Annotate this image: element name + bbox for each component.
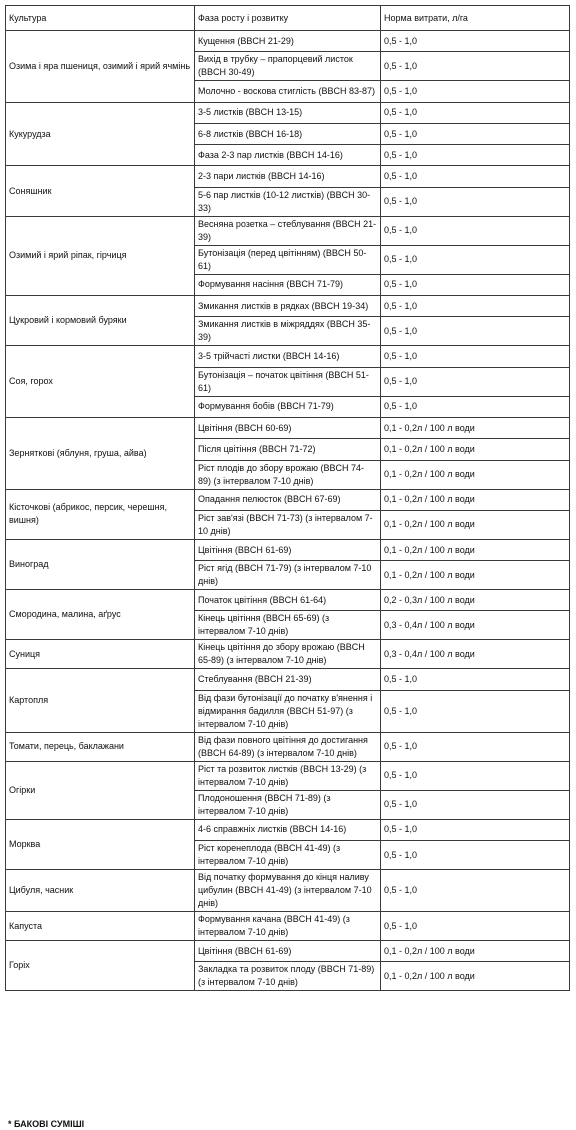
phase-cell: Кінець цвітіння до збору врожаю (BBCH 65-89) (з інтервалом 7-10 днів)	[195, 640, 381, 669]
table-row	[6, 669, 570, 690]
rate-cell: 0,5 - 1,0	[381, 245, 570, 274]
rate-cell: 0,1 - 0,2л / 100 л води	[381, 439, 570, 460]
phase-cell: Змикання листків в рядках (BBCH 19-34)	[195, 296, 381, 317]
rate-cell: 0,1 - 0,2л / 100 л води	[381, 510, 570, 539]
phase-cell: Стеблування (BBCH 21-39)	[195, 669, 381, 690]
crop-cell: Суниця	[6, 640, 195, 669]
table-row	[6, 640, 570, 669]
crop-cell: Соя, горох	[6, 346, 195, 418]
application-rates-table	[5, 5, 570, 991]
rate-cell: 0,5 - 1,0	[381, 367, 570, 396]
crop-cell: Озимий і ярий ріпак, гірчиця	[6, 216, 195, 295]
rate-cell: 0,5 - 1,0	[381, 187, 570, 216]
crop-cell: Цибуля, часник	[6, 870, 195, 912]
phase-cell: Цвітіння (BBCH 61-69)	[195, 539, 381, 560]
table-row	[6, 539, 570, 560]
rate-cell: 0,5 - 1,0	[381, 123, 570, 144]
phase-cell: 3-5 листків (BBCH 13-15)	[195, 102, 381, 123]
rate-cell: 0,5 - 1,0	[381, 669, 570, 690]
rate-cell: 0,2 - 0,3л / 100 л води	[381, 590, 570, 611]
header-rate: Норма витрати, л/га	[381, 6, 570, 31]
table-row	[6, 761, 570, 790]
phase-cell: Бутонізація (перед цвітінням) (BBCH 50-61)	[195, 245, 381, 274]
phase-cell: Кінець цвітіння (BBCH 65-69) (з інтервалом 7-10 днів)	[195, 611, 381, 640]
rate-cell: 0,1 - 0,2л / 100 л води	[381, 561, 570, 590]
rate-cell: 0,5 - 1,0	[381, 102, 570, 123]
rate-cell: 0,1 - 0,2л / 100 л води	[381, 941, 570, 962]
phase-cell: 6-8 листків (BBCH 16-18)	[195, 123, 381, 144]
table-row	[6, 732, 570, 761]
phase-cell: Бутонізація – початок цвітіння (BBCH 51-61)	[195, 367, 381, 396]
phase-cell: Формування бобів (BBCH 71-79)	[195, 396, 381, 417]
phase-cell: Закладка та розвиток плоду (BBCH 71-89) (з інтервалом 7-10 днів)	[195, 962, 381, 991]
footer-note: * БАКОВІ СУМІШІ	[8, 1119, 85, 1129]
rate-cell: 0,5 - 1,0	[381, 790, 570, 819]
table-row	[6, 102, 570, 123]
phase-cell: Кущення (BBCH 21-29)	[195, 31, 381, 52]
header-crop: Культура	[6, 6, 195, 31]
table-row	[6, 166, 570, 187]
phase-cell: Цвітіння (BBCH 60-69)	[195, 417, 381, 438]
table-row	[6, 590, 570, 611]
phase-cell: Весняна розетка – стеблування (BBCH 21-39)	[195, 216, 381, 245]
table-row	[6, 870, 570, 912]
crop-cell: Капуста	[6, 912, 195, 941]
phase-cell: Змикання листків в міжряддях (BBCH 35-39)	[195, 317, 381, 346]
phase-cell: Вихід в трубку – прапорцевий листок (BBCH 30-49)	[195, 52, 381, 81]
table-row	[6, 912, 570, 941]
phase-cell: Ріст плодів до збору врожаю (BBCH 74-89) (з інтервалом 7-10 днів)	[195, 460, 381, 489]
crop-cell: Виноград	[6, 539, 195, 589]
phase-cell: Ріст коренеплода (BBCH 41-49) (з інтервалом 7-10 днів)	[195, 841, 381, 870]
phase-cell: Ріст ягід (BBCH 71-79) (з інтервалом 7-10 днів)	[195, 561, 381, 590]
rate-cell: 0,5 - 1,0	[381, 841, 570, 870]
rate-cell: 0,3 - 0,4л / 100 л води	[381, 640, 570, 669]
crop-cell: Томати, перець, баклажани	[6, 732, 195, 761]
rate-cell: 0,5 - 1,0	[381, 31, 570, 52]
phase-cell: Початок цвітіння (BBCH 61-64)	[195, 590, 381, 611]
phase-cell: Ріст зав'язі (BBCH 71-73) (з інтервалом 7-10 днів)	[195, 510, 381, 539]
rate-cell: 0,5 - 1,0	[381, 761, 570, 790]
rate-cell: 0,5 - 1,0	[381, 819, 570, 840]
rate-cell: 0,5 - 1,0	[381, 216, 570, 245]
phase-cell: 3-5 трійчасті листки (BBCH 14-16)	[195, 346, 381, 367]
phase-cell: Після цвітіння (BBCH 71-72)	[195, 439, 381, 460]
table-header-row	[6, 6, 570, 31]
crop-cell: Огірки	[6, 761, 195, 819]
phase-cell: 2-3 пари листків (BBCH 14-16)	[195, 166, 381, 187]
rate-cell: 0,5 - 1,0	[381, 396, 570, 417]
crop-cell: Горіх	[6, 941, 195, 991]
phase-cell: Молочно - воскова стиглість (BBCH 83-87)	[195, 81, 381, 102]
crop-cell: Цукровий і кормовий буряки	[6, 296, 195, 346]
rate-cell: 0,1 - 0,2л / 100 л води	[381, 489, 570, 510]
rate-cell: 0,5 - 1,0	[381, 912, 570, 941]
crop-cell: Озима і яра пшениця, озимий і ярий ячмінь	[6, 31, 195, 103]
table-row	[6, 941, 570, 962]
phase-cell: Ріст та розвиток листків (BBCH 13-29) (з інтервалом 7-10 днів)	[195, 761, 381, 790]
rate-cell: 0,5 - 1,0	[381, 690, 570, 732]
crop-cell: Зерняткові (яблуня, груша, айва)	[6, 417, 195, 489]
crop-cell: Картопля	[6, 669, 195, 732]
rate-cell: 0,1 - 0,2л / 100 л води	[381, 460, 570, 489]
header-phase: Фаза росту і розвитку	[195, 6, 381, 31]
phase-cell: Фаза 2-3 пар листків (BBCH 14-16)	[195, 145, 381, 166]
crop-cell: Кукурудза	[6, 102, 195, 166]
table-row	[6, 31, 570, 52]
table-row	[6, 296, 570, 317]
rate-cell: 0,5 - 1,0	[381, 52, 570, 81]
rate-cell: 0,5 - 1,0	[381, 81, 570, 102]
phase-cell: Формування качана (BBCH 41-49) (з інтервалом 7-10 днів)	[195, 912, 381, 941]
rate-cell: 0,5 - 1,0	[381, 732, 570, 761]
phase-cell: Від фази бутонізації до початку в'янення і відмирання бадилля (BBCH 51-97) (з інтервалом 7-10 днів)	[195, 690, 381, 732]
table-row	[6, 216, 570, 245]
rate-cell: 0,5 - 1,0	[381, 346, 570, 367]
crop-cell: Смородина, малина, аґрус	[6, 590, 195, 640]
phase-cell: Від фази повного цвітіння до достигання (BBCH 64-89) (з інтервалом 7-10 днів)	[195, 732, 381, 761]
rate-cell: 0,5 - 1,0	[381, 166, 570, 187]
rate-cell: 0,3 - 0,4л / 100 л води	[381, 611, 570, 640]
crop-cell: Кісточкові (абрикос, персик, черешня, вишня)	[6, 489, 195, 539]
rate-cell: 0,1 - 0,2л / 100 л води	[381, 417, 570, 438]
table-row	[6, 489, 570, 510]
phase-cell: Формування насіння (BBCH 71-79)	[195, 274, 381, 295]
rate-cell: 0,5 - 1,0	[381, 317, 570, 346]
phase-cell: 5-6 пар листків (10-12 листків) (BBCH 30-33)	[195, 187, 381, 216]
phase-cell: Цвітіння (BBCH 61-69)	[195, 941, 381, 962]
phase-cell: 4-6 справжніх листків (BBCH 14-16)	[195, 819, 381, 840]
phase-cell: Від початку формування до кінця наливу цибулин (BBCH 41-49) (з інтервалом 7-10 днів)	[195, 870, 381, 912]
rate-cell: 0,1 - 0,2л / 100 л води	[381, 962, 570, 991]
crop-cell: Морква	[6, 819, 195, 869]
table-row	[6, 346, 570, 367]
table-row	[6, 417, 570, 438]
rate-cell: 0,5 - 1,0	[381, 274, 570, 295]
rate-cell: 0,1 - 0,2л / 100 л води	[381, 539, 570, 560]
table-row	[6, 819, 570, 840]
phase-cell: Плодоношення (BBCH 71-89) (з інтервалом 7-10 днів)	[195, 790, 381, 819]
phase-cell: Опадання пелюсток (BBCH 67-69)	[195, 489, 381, 510]
table-body	[6, 31, 570, 991]
rate-cell: 0,5 - 1,0	[381, 870, 570, 912]
crop-cell: Соняшник	[6, 166, 195, 216]
rate-cell: 0,5 - 1,0	[381, 145, 570, 166]
rate-cell: 0,5 - 1,0	[381, 296, 570, 317]
